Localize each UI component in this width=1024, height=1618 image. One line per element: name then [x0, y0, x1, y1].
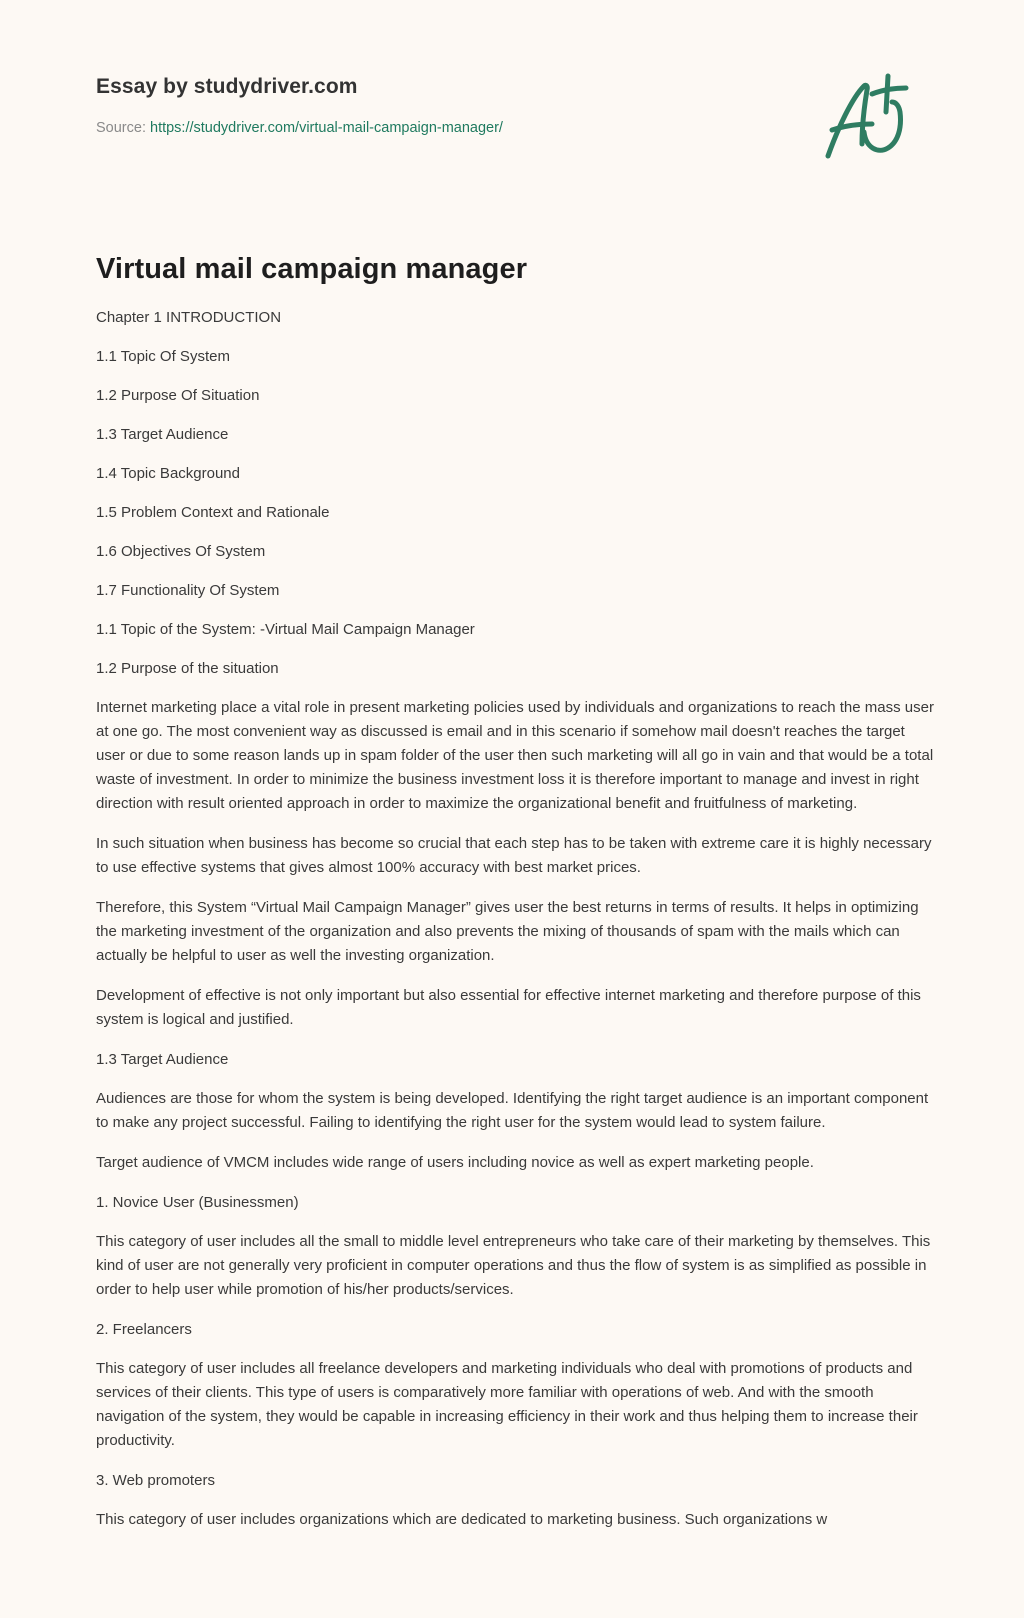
paragraph: Development of effective is not only important but also essential for effective internet marketing and therefore purpose of this system is logical and justified.	[96, 987, 921, 1028]
toc-item: 1.1 Topic Of System	[96, 348, 230, 365]
paragraph: Audiences are those for whom the system is being developed. Identifying the right target audience is an important component to make any project successful. Failing to identifying the right user for the system would lead to system failure.	[96, 1090, 929, 1131]
section-heading: 1.1 Topic of the System: -Virtual Mail Campaign Manager	[96, 621, 475, 638]
brand-title: Essay by studydriver.com	[96, 75, 358, 98]
paragraph: In such situation when business has become so crucial that each step has to be taken with extreme care it is highly necessary to use effective systems that gives almost 100% accuracy with best market prices.	[96, 835, 932, 876]
toc-item: 1.7 Functionality Of System	[96, 582, 280, 599]
source-link[interactable]: https://studydriver.com/virtual-mail-campaign-manager/	[150, 120, 503, 136]
source-line	[96, 118, 796, 138]
section-heading: 1.2 Purpose of the situation	[96, 660, 279, 677]
page-header	[96, 74, 796, 138]
a-plus-grade-icon	[820, 68, 930, 168]
paragraph: This category of user includes all the small to middle level entrepreneurs who take care of their marketing by themselves. This kind of user are not generally very proficient in computer operations and thus the flow of system is as simplified as possible in order to help user while promotion of his/her products/services.	[96, 1233, 931, 1298]
paragraph: Internet marketing place a vital role in present marketing policies used by individuals and organizations to reach the mass user at one go. The most convenient way as discussed is email and in this scenario if somehow mail doesn't reaches the target user or due to some reason lands up in spam folder of the user then such marketing will all go in vain and that would be a total waste of investment. In order to minimize the business investment loss it is therefore important to manage and invest in right direction with result oriented approach in order to maximize the organizational benefit and fruitfulness of marketing.	[96, 699, 934, 812]
essay-body	[96, 252, 934, 1548]
toc-item: 1.3 Target Audience	[96, 426, 229, 443]
subsection-heading: 1. Novice User (Businessmen)	[96, 1194, 299, 1211]
essay-title: Virtual mail campaign manager	[96, 253, 528, 285]
toc-item: 1.2 Purpose Of Situation	[96, 387, 260, 404]
toc-item: 1.5 Problem Context and Rationale	[96, 504, 330, 521]
subsection-heading: 3. Web promoters	[96, 1472, 215, 1489]
paragraph: Therefore, this System “Virtual Mail Campaign Manager” gives user the best returns in terms of results. It helps in optimizing the marketing investment of the organization and also prevents the mixing of thousands of spam with the mails which can actually be helpful to user as well the investing organization.	[96, 899, 919, 964]
paragraph: This category of user includes all freelance developers and marketing individuals who deal with promotions of products and services of their clients. This type of users is comparatively more familiar with operations of web. And with the smooth navigation of the system, they would be capable in increasing efficiency in their work and thus helping them to increase their productivity.	[96, 1360, 918, 1449]
section-heading: 1.3 Target Audience	[96, 1051, 229, 1068]
toc-item: 1.4 Topic Background	[96, 465, 240, 482]
paragraph-truncated: This category of user includes organizations which are dedicated to marketing business. Such organizations w	[96, 1511, 828, 1528]
paragraph: Target audience of VMCM includes wide range of users including novice as well as expert marketing people.	[96, 1154, 814, 1171]
source-label: Source:	[96, 120, 150, 136]
toc-item: 1.6 Objectives Of System	[96, 543, 266, 560]
toc-chapter-heading: Chapter 1 INTRODUCTION	[96, 309, 282, 326]
subsection-heading: 2. Freelancers	[96, 1321, 192, 1338]
